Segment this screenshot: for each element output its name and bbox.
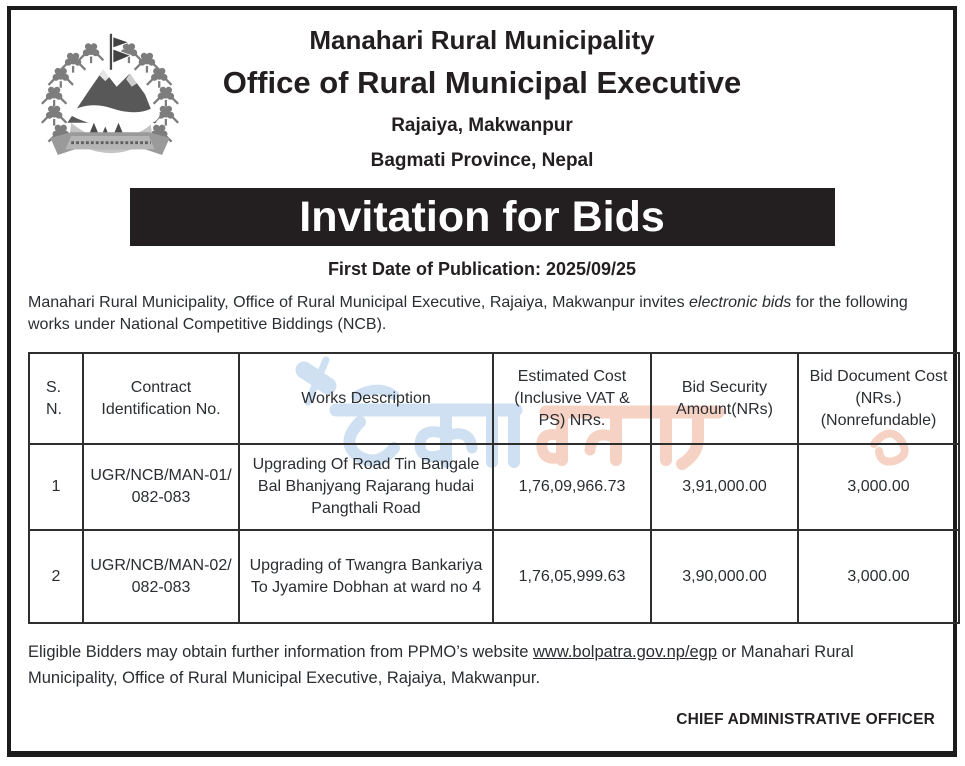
cell-sn: 1 — [29, 444, 83, 530]
col-header-contract-id: Contract Identification No. — [83, 353, 239, 444]
nepal-emblem-icon — [39, 27, 181, 175]
footer-text-after: or Manahari Rural Municipality, Office of Rural Municipal Executive, Rajaiya, Makwanpur. — [28, 643, 854, 687]
cell-bid-doc-cost: 3,000.00 — [798, 530, 959, 623]
cell-estimated-cost: 1,76,05,999.63 — [493, 530, 651, 623]
address-line: Rajaiya, Makwanpur — [391, 115, 573, 136]
col-header-bid-doc-cost: Bid Document Cost (NRs.) (Nonrefundable) — [798, 353, 959, 444]
office-name: Office of Rural Municipal Executive — [222, 65, 742, 100]
cell-bid-security: 3,91,000.00 — [651, 444, 798, 530]
intro-text-after: for the following works under National Competitive Biddings (NCB). — [28, 294, 908, 333]
footer-text-before: Eligible Bidders may obtain further information from PPMO’s website — [28, 643, 533, 661]
col-header-bid-security: Bid Security Amount(NRs) — [651, 353, 798, 444]
cell-bid-doc-cost: 3,000.00 — [798, 444, 959, 530]
cell-sn: 2 — [29, 530, 83, 623]
province-line: Bagmati Province, Nepal — [370, 150, 594, 171]
cell-contract-id: UGR/NCB/MAN-01/ 082-083 — [83, 444, 239, 530]
cell-contract-id: UGR/NCB/MAN-02/ 082-083 — [83, 530, 239, 623]
table-row — [29, 444, 959, 530]
invitation-banner: Invitation for Bids — [130, 188, 835, 246]
org-name: Manahari Rural Municipality — [309, 25, 655, 55]
table-header-row — [29, 353, 959, 444]
footer-paragraph — [28, 639, 936, 691]
page-border — [7, 6, 957, 757]
intro-text-before: Manahari Rural Municipality, Office of Rural Municipal Executive, Rajaiya, Makwanpur invites — [28, 294, 690, 311]
signature-title: CHIEF ADMINISTRATIVE OFFICER — [676, 711, 935, 728]
cell-estimated-cost: 1,76,09,966.73 — [493, 444, 651, 530]
cell-description: Upgrading Of Road Tin Bangale Bal Bhanjyang Rajarang hudai Pangthali Road — [239, 444, 493, 530]
col-header-sn: S. N. — [29, 353, 83, 444]
table-row — [29, 530, 959, 623]
col-header-works-description: Works Description — [239, 353, 493, 444]
cell-description: Upgrading of Twangra Bankariya To Jyamire Dobhan at ward no 4 — [239, 530, 493, 623]
col-header-estimated-cost: Estimated Cost (Inclusive VAT & PS) NRs. — [493, 353, 651, 444]
cell-bid-security: 3,90,000.00 — [651, 530, 798, 623]
intro-italic-text: electronic bids — [689, 294, 792, 311]
bids-table — [28, 352, 960, 624]
intro-paragraph — [28, 292, 936, 336]
bolpatra-link[interactable]: www.bolpatra.gov.np/egp — [533, 643, 718, 661]
publication-date: First Date of Publication: 2025/09/25 — [327, 259, 637, 279]
